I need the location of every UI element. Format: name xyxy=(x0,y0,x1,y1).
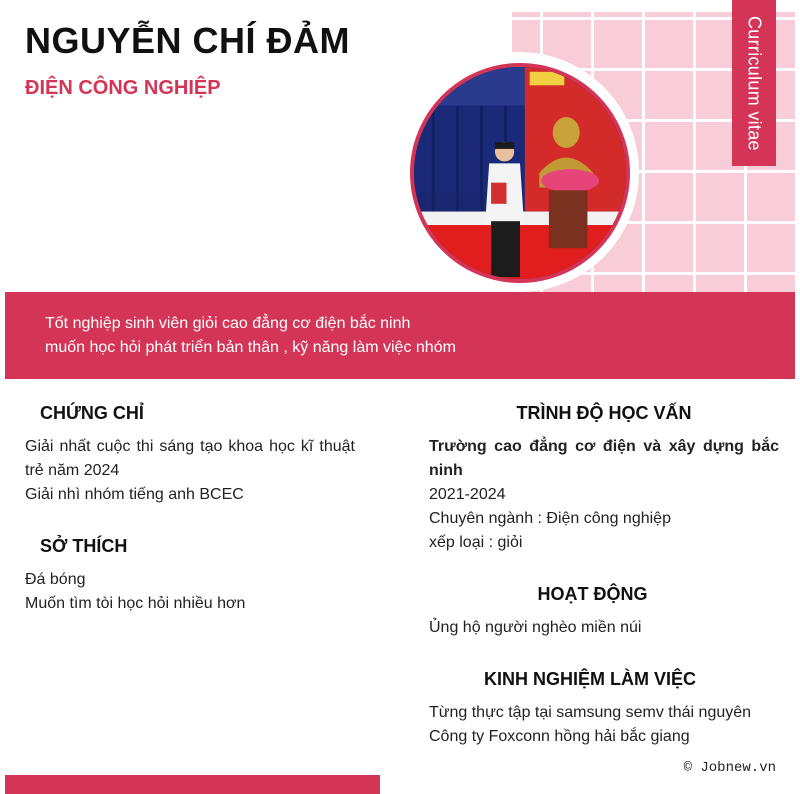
activity-item: Ủng hộ người nghèo miền núi xyxy=(429,619,642,636)
summary-line: muốn học hỏi phát triển bản thân , kỹ năng làm việc nhóm xyxy=(45,339,456,356)
experience-item: Công ty Foxconn hồng hải bắc giang xyxy=(429,728,690,745)
portrait-photo xyxy=(410,63,630,283)
certificate-item: Giải nhì nhóm tiếng anh BCEC xyxy=(25,486,244,503)
summary-band xyxy=(5,292,795,379)
cv-label: Curriculum vitae xyxy=(744,15,765,151)
education-rank: xếp loại : giỏi xyxy=(429,534,523,551)
certificates-title: CHỨNG CHỈ xyxy=(40,403,144,423)
experience-item: Từng thực tập tại samsung semv thái nguyên xyxy=(429,704,752,721)
job-title: ĐIỆN CÔNG NGHIỆP xyxy=(25,77,221,99)
footer-credit: © Jobnew.vn xyxy=(683,760,776,776)
experience-title: KINH NGHIỆM LÀM VIỆC xyxy=(483,669,696,689)
certificate-item: Giải nhất cuộc thi sáng tạo khoa học kĩ thuật trẻ năm 2024 xyxy=(25,438,355,479)
education-period: 2021-2024 xyxy=(429,486,506,503)
hobby-item: Đá bóng xyxy=(25,571,86,588)
cv-tab xyxy=(732,0,776,166)
activities-title: HOẠT ĐỘNG xyxy=(537,584,648,604)
education-title: TRÌNH ĐỘ HỌC VẤN xyxy=(516,403,692,423)
education-school: Trường cao đẳng cơ điện và xây dựng bắc ninh xyxy=(429,438,779,479)
summary-line: Tốt nghiệp sinh viên giỏi cao đẳng cơ điện bắc ninh xyxy=(45,315,411,332)
candidate-name: NGUYỄN CHÍ ĐẢM xyxy=(25,20,351,61)
bottom-accent-bar xyxy=(5,775,380,794)
hobby-item: Muốn tìm tòi học hỏi nhiều hơn xyxy=(25,595,246,612)
education-major: Chuyên ngành : Điện công nghiệp xyxy=(429,510,671,527)
hobbies-title: SỞ THÍCH xyxy=(40,536,128,556)
